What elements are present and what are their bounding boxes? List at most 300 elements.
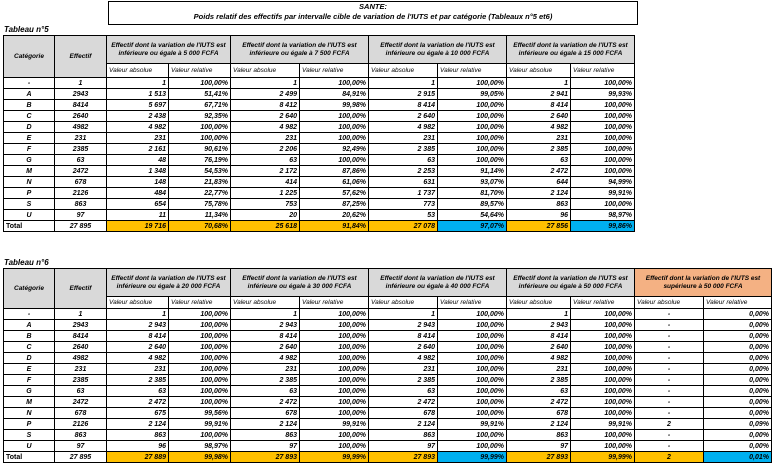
table5-cell: 54,64% [438,210,507,221]
table5-sub-rel: Valeur relative [438,64,507,78]
table5-cell: 2 640 [231,111,300,122]
table6-cell: 2943 [55,320,107,331]
table5-sub-abs: Valeur absolue [231,64,300,78]
table5-cell: 100,00% [571,122,635,133]
table6-cell: 100,00% [300,397,369,408]
table5-cell: 100,00% [571,144,635,155]
table6-row [4,430,772,441]
table6-cell: 2 472 [231,397,300,408]
table5-row [4,100,635,111]
table6-cell: - [4,309,55,320]
table5-cell: 100,00% [300,111,369,122]
table6-total-cell: 99,98% [169,452,231,463]
table6-cell: 4 982 [107,353,169,364]
table6-cell: 2 943 [107,320,169,331]
table5-cell: 100,00% [169,122,231,133]
table6-cell: F [4,375,55,386]
table6-sub-rel: Valeur relative [571,297,635,309]
table5-cell: 1 225 [231,188,300,199]
table5-cell: 100,00% [571,78,635,89]
table6-cell: 231 [55,364,107,375]
table5-cell: 231 [507,133,571,144]
table6-cell: 100,00% [571,353,635,364]
table6-cell: 2 640 [107,342,169,353]
table5-row [4,144,635,155]
table6-cell: 0,00% [704,364,772,375]
table5-header-categorie: Catégorie [4,36,55,78]
table5-cell: 2 385 [507,144,571,155]
table6-cell: D [4,353,55,364]
table5-cell: 100,00% [571,199,635,210]
table6-cell: 100,00% [438,375,507,386]
table6-cell: 0,00% [704,397,772,408]
table6-cell: 4 982 [369,353,438,364]
table5-cell: 100,00% [438,122,507,133]
table6-total-cell: 27 895 [55,452,107,463]
table6-cell: 100,00% [438,342,507,353]
table6-sub-abs: Valeur absolue [231,297,300,309]
table6-cell: P [4,419,55,430]
table5-cell: 98,97% [571,210,635,221]
table5-cell: 654 [107,199,169,210]
table6-cell: 100,00% [571,408,635,419]
table6-cell: 4 982 [231,353,300,364]
table6-cell: 100,00% [169,320,231,331]
table5-cell: 91,14% [438,166,507,177]
table6-cell: 0,00% [704,441,772,452]
table5-cell: 51,41% [169,89,231,100]
table5-cell: 100,00% [438,155,507,166]
table5-cell: 231 [107,133,169,144]
table5-cell: 2 124 [507,188,571,199]
table6-cell: 100,00% [438,430,507,441]
table6-cell: 2 385 [369,375,438,386]
table5-sub-abs: Valeur absolue [107,64,169,78]
table6-cell: 63 [55,386,107,397]
table6-cell: 8414 [55,331,107,342]
table5-cell: 99,93% [571,89,635,100]
table5-cell: 631 [369,177,438,188]
table6-cell: 8 414 [369,331,438,342]
table6-cell: 99,91% [438,419,507,430]
table6-cell: 100,00% [169,364,231,375]
table6-header-group-2: Effectif dont la variation de l'IUTS est inférieure ou égale à 30 000 FCFA [231,269,369,297]
table6-cell: 63 [231,386,300,397]
table6-cell: 100,00% [571,309,635,320]
table5-cell: 84,91% [300,89,369,100]
table6-cell: 0,00% [704,331,772,342]
table5-total-cell: 27 078 [369,221,438,232]
table6-cell: 99,56% [169,408,231,419]
table6-cell: 100,00% [169,342,231,353]
table6-cell: 100,00% [438,353,507,364]
table5-total-cell: 99,86% [571,221,635,232]
table6-cell: - [635,353,704,364]
table6-cell: 2640 [55,342,107,353]
table6-cell: 100,00% [300,408,369,419]
table6-cell: 96 [107,441,169,452]
table6-cell: 0,00% [704,375,772,386]
table5-cell: 100,00% [300,155,369,166]
table6-cell: 2 943 [231,320,300,331]
table6-total-cell: 27 889 [107,452,169,463]
table5-total-cell: 27 856 [507,221,571,232]
table5-cell: 22,77% [169,188,231,199]
table6-cell: - [635,320,704,331]
table6-total-row [4,452,772,463]
table5-total-cell: Total [4,221,55,232]
table6-cell: 2126 [55,419,107,430]
table6-row [4,320,772,331]
table6-cell: 675 [107,408,169,419]
table5-row [4,155,635,166]
table5-cell: 75,78% [169,199,231,210]
table5-cell: 20 [231,210,300,221]
table6-cell: 100,00% [300,331,369,342]
table5-row [4,111,635,122]
table5-cell: 1 513 [107,89,169,100]
table5-cell: 97 [55,210,107,221]
table6-total-cell: 2 [635,452,704,463]
table5-row [4,89,635,100]
table5-cell: 1 [55,78,107,89]
table5-cell: 54,53% [169,166,231,177]
table6-cell: B [4,331,55,342]
table5-cell: 644 [507,177,571,188]
table5-cell: 8 414 [369,100,438,111]
table5-header-group-3: Effectif dont la variation de l'IUTS est inférieure ou égale à 10 000 FCFA [369,36,507,64]
table6-cell: 100,00% [169,375,231,386]
table6-cell: - [635,375,704,386]
table5-cell: A [4,89,55,100]
table5-cell: 1 [369,78,438,89]
table5-row [4,122,635,133]
table6-total-cell: 99,99% [571,452,635,463]
table5-cell: 4 982 [107,122,169,133]
table5-cell: 100,00% [300,78,369,89]
table6-header-group-5: Effectif dont la variation de l'IUTS est supérieure à 50 000 FCFA [635,269,772,297]
table5-cell: 2 438 [107,111,169,122]
table6-row [4,441,772,452]
table5-cell: 863 [507,199,571,210]
table5-row [4,133,635,144]
table6-cell: 100,00% [438,331,507,342]
title-line-2: Poids relatif des effectifs par intervalle cible de variation de l'IUTS et par catégorie (Tableaux n°5 et6) [193,12,553,21]
table5-label: Tableau n°5 [4,25,49,34]
table5-cell: 2 472 [507,166,571,177]
table6-cell: 100,00% [571,375,635,386]
table5-cell: 94,99% [571,177,635,188]
table5-cell: 100,00% [571,155,635,166]
table6-cell: - [635,408,704,419]
table6-label: Tableau n°6 [4,258,49,267]
table5-cell: C [4,111,55,122]
table5-cell: 678 [55,177,107,188]
table6-cell: - [635,430,704,441]
table6-cell: 678 [231,408,300,419]
table6-sub-rel: Valeur relative [169,297,231,309]
table6-cell: 99,91% [571,419,635,430]
table6-row [4,397,772,408]
table5-cell: 100,00% [571,111,635,122]
table6-cell: - [635,331,704,342]
table6-cell: 0,09% [704,419,772,430]
table6-cell: 100,00% [169,331,231,342]
table5-cell: D [4,122,55,133]
table6-cell: 100,00% [300,430,369,441]
table6-cell: 2 385 [231,375,300,386]
table5-cell: 89,57% [438,199,507,210]
table6-cell: U [4,441,55,452]
table5-cell: 414 [231,177,300,188]
table5-row [4,78,635,89]
table6-cell: 863 [369,430,438,441]
table6-cell: A [4,320,55,331]
table5-cell: 87,86% [300,166,369,177]
table6-cell: 4 982 [507,353,571,364]
table5-cell: 2 941 [507,89,571,100]
table6-cell: 100,00% [300,353,369,364]
table5-sub-rel: Valeur relative [169,64,231,78]
table5-cell: 96 [507,210,571,221]
table5-cell: 2 499 [231,89,300,100]
table5-cell: 2 385 [369,144,438,155]
table6-header-group-3: Effectif dont la variation de l'IUTS est inférieure ou égale à 40 000 FCFA [369,269,507,297]
table5-cell: 100,00% [300,133,369,144]
table6-cell: 2 640 [507,342,571,353]
table6-row [4,364,772,375]
table5-cell: 63 [55,155,107,166]
table6-cell: N [4,408,55,419]
table5-cell: 5 697 [107,100,169,111]
table6-row [4,309,772,320]
table5-row [4,199,635,210]
table6-cell: 863 [231,430,300,441]
table6-cell: 100,00% [571,364,635,375]
table5-cell: 2 253 [369,166,438,177]
table5-cell: 1 [107,78,169,89]
table5-cell: 231 [55,133,107,144]
table5-cell: 2640 [55,111,107,122]
table5-cell: B [4,100,55,111]
table6-cell: 2 124 [507,419,571,430]
table5-cell: 100,00% [438,133,507,144]
table5-cell: 100,00% [169,78,231,89]
table5-sub-rel: Valeur relative [300,64,369,78]
table5-row [4,188,635,199]
table5-total-cell: 27 895 [55,221,107,232]
table6-cell: M [4,397,55,408]
table5-cell: 93,07% [438,177,507,188]
table6-total-cell: 99,99% [300,452,369,463]
table6-row [4,419,772,430]
table6-cell: 100,00% [571,331,635,342]
table5-cell: 2 161 [107,144,169,155]
table5-sub-abs: Valeur absolue [507,64,571,78]
table6-header-group-4: Effectif dont la variation de l'IUTS est inférieure ou égale à 50 000 FCFA [507,269,635,297]
table6-cell: 99,91% [300,419,369,430]
table5-cell: 8 414 [507,100,571,111]
table5-cell: 2472 [55,166,107,177]
table6-cell: 98,97% [169,441,231,452]
table6-cell: 2 943 [369,320,438,331]
table6-cell: 100,00% [300,441,369,452]
table5-cell: 11,34% [169,210,231,221]
table6-cell: 2472 [55,397,107,408]
table5-cell: 87,25% [300,199,369,210]
table6-row [4,342,772,353]
table5-sub-abs: Valeur absolue [369,64,438,78]
table6-sub-rel: Valeur relative [438,297,507,309]
table6-cell: - [635,441,704,452]
table5-cell: 76,19% [169,155,231,166]
table6-cell: - [635,386,704,397]
table5-cell: 1 [231,78,300,89]
table6-total-cell: Total [4,452,55,463]
table5-cell: 100,00% [571,133,635,144]
table6-cell: 231 [231,364,300,375]
table6-cell: 100,00% [438,364,507,375]
table5-cell: 1 [507,78,571,89]
table5-cell: 484 [107,188,169,199]
table6-cell: 2 385 [107,375,169,386]
table6-cell: 100,00% [571,320,635,331]
table6-cell: 2 124 [231,419,300,430]
table6-cell: 2 472 [107,397,169,408]
table5-cell: 100,00% [300,122,369,133]
table5-cell: 100,00% [438,78,507,89]
table6-total-cell: 0,01% [704,452,772,463]
table6 [3,268,772,463]
table6-cell: 2 640 [369,342,438,353]
table5-cell: 48 [107,155,169,166]
table5-cell: 4 982 [369,122,438,133]
table6-cell: 97 [507,441,571,452]
table6-cell: 100,00% [300,320,369,331]
table6-cell: 97 [231,441,300,452]
table6-cell: 4982 [55,353,107,364]
table5-cell: N [4,177,55,188]
table6-sub-abs: Valeur absolue [107,297,169,309]
table6-row [4,408,772,419]
table5-row [4,210,635,221]
table5-cell: F [4,144,55,155]
table6-cell: 678 [55,408,107,419]
table5-cell: 100,00% [438,111,507,122]
table6-cell: 0,00% [704,309,772,320]
table5-cell: S [4,199,55,210]
table5-cell: 753 [231,199,300,210]
table6-cell: 100,00% [169,386,231,397]
document-title [108,1,638,25]
table5-cell: 63 [231,155,300,166]
table6-cell: 231 [369,364,438,375]
table5-cell: 1 348 [107,166,169,177]
table6-cell: 100,00% [438,386,507,397]
table5-header-group-1: Effectif dont la variation de l'IUTS est inférieure ou égale à 5 000 FCFA [107,36,231,64]
table5-cell: U [4,210,55,221]
table5-row [4,166,635,177]
table5-total-cell: 25 618 [231,221,300,232]
table6-cell: 100,00% [169,309,231,320]
table6-cell: 2 640 [231,342,300,353]
table5-cell: 2 206 [231,144,300,155]
table6-cell: 100,00% [300,342,369,353]
table5-cell: 4 982 [507,122,571,133]
table6-cell: G [4,386,55,397]
table5-cell: 2 172 [231,166,300,177]
table6-sub-abs: Valeur absolue [635,297,704,309]
table6-sub-abs: Valeur absolue [507,297,571,309]
table5-sub-rel: Valeur relative [571,64,635,78]
table6-cell: 100,00% [571,386,635,397]
table5-cell: 67,71% [169,100,231,111]
table6-header-effectif: Effectif [55,269,107,309]
table5-cell: 57,62% [300,188,369,199]
table6-cell: - [635,309,704,320]
table6-cell: E [4,364,55,375]
table5-cell: 863 [55,199,107,210]
table5-cell: 100,00% [571,166,635,177]
table6-cell: 1 [369,309,438,320]
table6-cell: 100,00% [438,309,507,320]
table6-cell: 8 414 [231,331,300,342]
table5-cell: 2385 [55,144,107,155]
table6-cell: 0,00% [704,320,772,331]
table5-cell: 90,61% [169,144,231,155]
table6-cell: 2 124 [369,419,438,430]
table5-cell: 8 412 [231,100,300,111]
table6-cell: 100,00% [169,397,231,408]
table6-cell: 8 414 [507,331,571,342]
table5-cell: 100,00% [438,144,507,155]
table6-cell: 97 [55,441,107,452]
table6-header-group-1: Effectif dont la variation de l'IUTS est inférieure ou égale à 20 000 FCFA [107,269,231,297]
table5-cell: 148 [107,177,169,188]
table6-cell: 231 [507,364,571,375]
table5-cell: 1 737 [369,188,438,199]
table6-cell: 63 [507,386,571,397]
table5-cell: 20,62% [300,210,369,221]
table6-cell: 100,00% [300,386,369,397]
table5-row [4,177,635,188]
table6-cell: 100,00% [571,441,635,452]
table5-cell: 61,06% [300,177,369,188]
table5-cell: 100,00% [438,100,507,111]
table6-cell: 2385 [55,375,107,386]
table6-cell: 100,00% [438,397,507,408]
table6-total-cell: 27 893 [369,452,438,463]
table5-cell: 63 [369,155,438,166]
table5 [3,35,635,232]
table6-cell: - [635,364,704,375]
title-line-1: SANTE: [359,2,387,11]
table6-cell: 0,00% [704,430,772,441]
table6-row [4,331,772,342]
table6-cell: 2 472 [507,397,571,408]
table6-cell: 0,00% [704,353,772,364]
table5-cell: 2126 [55,188,107,199]
table5-cell: 2 640 [369,111,438,122]
table6-cell: 100,00% [300,375,369,386]
table6-header-categorie: Catégorie [4,269,55,309]
table5-header-group-2: Effectif dont la variation de l'IUTS est inférieure ou égale à 7 500 FCFA [231,36,369,64]
table6-cell: 100,00% [571,430,635,441]
table5-cell: 2 640 [507,111,571,122]
table6-cell: - [635,342,704,353]
table6-cell: 100,00% [300,364,369,375]
table6-row [4,375,772,386]
